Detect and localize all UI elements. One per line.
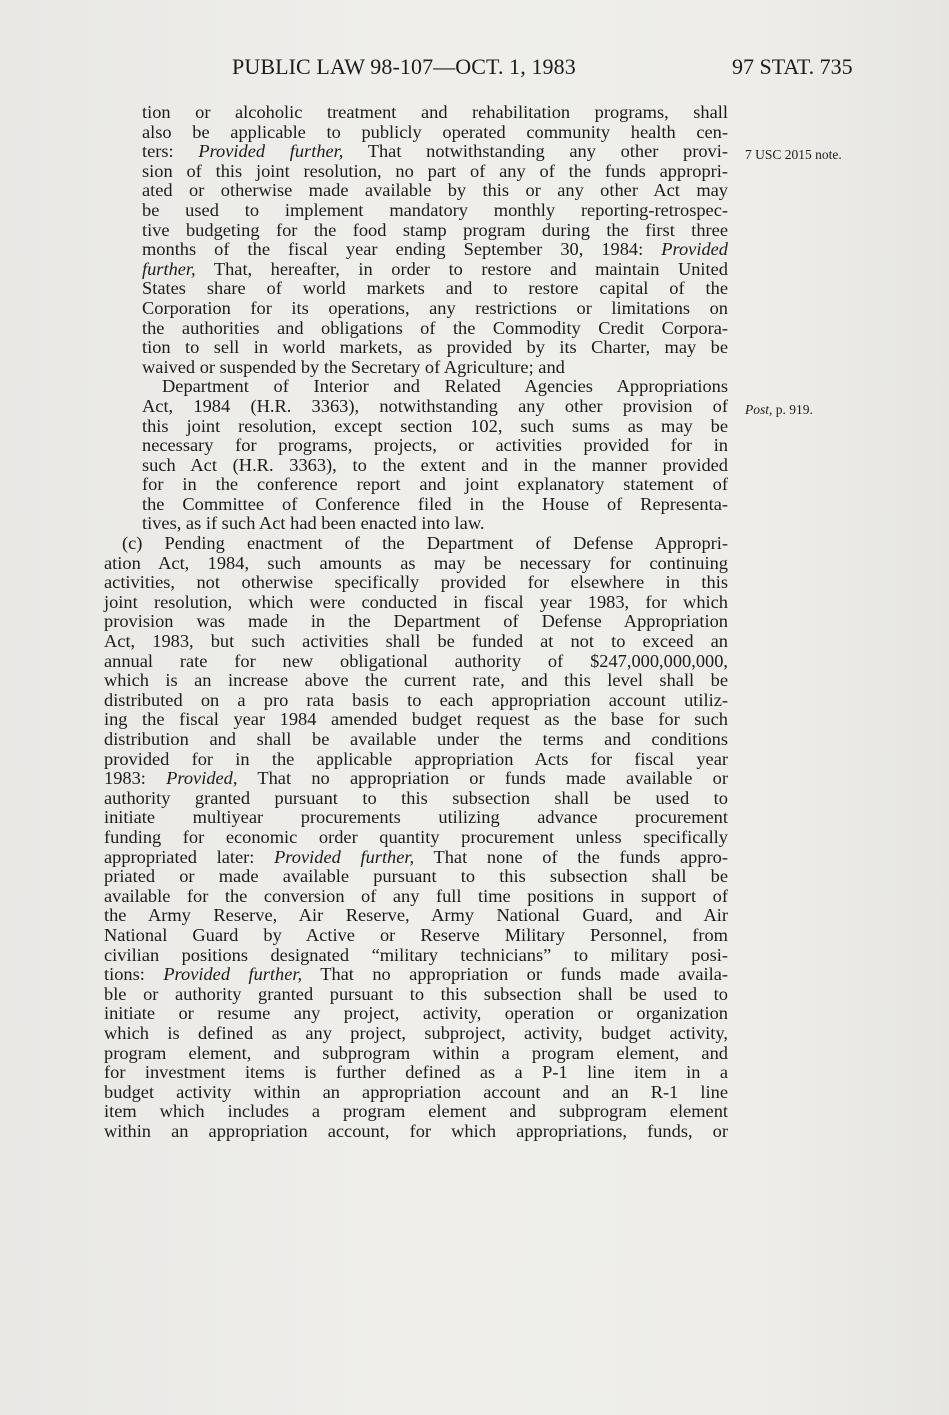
text-run: annual rate for new obligational authority of $247,000,000,000,	[104, 650, 728, 671]
text-run: sion of this joint resolution, no part of any of the funds appropri-	[142, 160, 728, 181]
text-run: distribution and shall be available under the terms and conditions	[104, 729, 728, 749]
text-line	[104, 534, 728, 554]
text-run: the Army Reserve, Air Reserve, Army National Guard, and Air	[104, 905, 728, 926]
text-run: tion or alcoholic treatment and rehabilitation programs, shall	[142, 102, 728, 122]
text-line	[104, 1044, 728, 1064]
text-run: program element, and subprogram within a program element, and	[104, 1042, 728, 1063]
page-title: PUBLIC LAW 98-107—OCT. 1, 1983	[232, 54, 576, 79]
text-run: That none of the funds appro-	[414, 846, 728, 867]
text-line	[104, 495, 728, 515]
text-run: for investment items is further defined as a P-1 line item in a	[104, 1062, 728, 1083]
text-line	[104, 573, 728, 593]
text-line	[104, 514, 728, 534]
text-line	[104, 436, 728, 456]
text-line	[104, 279, 728, 299]
text-line	[104, 906, 728, 926]
text-line	[104, 769, 728, 789]
text-line	[104, 554, 728, 574]
text-line	[104, 181, 728, 201]
text-run: ble or authority granted pursuant to this subsection shall be used to	[104, 983, 728, 1004]
text-line	[104, 1102, 728, 1122]
text-line	[104, 632, 728, 652]
text-line	[104, 593, 728, 613]
text-run: be used to implement mandatory monthly reporting-retrospec-	[142, 199, 728, 220]
text-line	[104, 338, 728, 358]
text-line	[104, 417, 728, 437]
text-run: also be applicable to publicly operated community health cen-	[142, 121, 728, 142]
margin-note-post-text: Post, p. 919.	[745, 402, 813, 417]
text-line	[104, 710, 728, 730]
text-run: tions:	[104, 964, 164, 985]
text-line	[104, 789, 728, 809]
text-run: National Guard by Active or Reserve Military Personnel, from	[104, 924, 728, 945]
text-line	[104, 162, 728, 182]
italic-phrase: Provided further,	[198, 141, 344, 162]
text-run: budget activity within an appropriation account and an R-1 line	[104, 1081, 728, 1102]
text-line	[104, 299, 728, 319]
text-line	[104, 926, 728, 946]
text-run: for in the conference report and joint explanatory statement of	[142, 474, 728, 495]
text-run: activities, not otherwise specifically provided for elsewhere in this	[104, 572, 728, 593]
text-run: the Committee of Conference filed in the House of Representa-	[142, 493, 728, 514]
text-run: provision was made in the Department of Defense Appropriation	[104, 611, 728, 632]
text-run: (c) Pending enactment of the Department of Defense Appropri-	[122, 533, 728, 554]
text-line	[104, 221, 728, 241]
text-run: appropriated later:	[104, 846, 275, 867]
text-line	[104, 358, 728, 378]
text-run: distributed on a pro rata basis to each appropriation account utiliz-	[104, 689, 728, 710]
text-line	[104, 946, 728, 966]
statute-page-number: 97 STAT. 735	[732, 54, 853, 79]
text-run: priated or made available pursuant to this subsection shall be	[104, 866, 728, 887]
text-line	[104, 260, 728, 280]
text-line	[104, 652, 728, 672]
text-run: authority granted pursuant to this subsection shall be used to	[104, 787, 728, 808]
text-run: Corporation for its operations, any restrictions or limitations on	[142, 297, 728, 318]
text-run: That notwithstanding any other provi-	[343, 141, 728, 162]
text-run: initiate or resume any project, activity, operation or organization	[104, 1003, 728, 1024]
text-line	[104, 1004, 728, 1024]
text-line	[104, 397, 728, 417]
text-run: joint resolution, which were conducted in fiscal year 1983, for which	[104, 591, 728, 612]
text-run: Department of Interior and Related Agencies Appropriations	[162, 376, 728, 397]
italic-phrase: further,	[142, 258, 196, 279]
text-run: That, hereafter, in order to restore and maintain United	[195, 258, 728, 279]
text-run: Act, 1984 (H.R. 3363), notwithstanding any other provision of	[142, 395, 728, 416]
text-run: 1983:	[104, 768, 167, 789]
page-header	[0, 54, 949, 84]
text-run: ated or otherwise made available by this or any other Act may	[142, 180, 728, 201]
italic-phrase: Provided further,	[274, 846, 415, 867]
text-line	[104, 319, 728, 339]
text-line	[104, 103, 728, 123]
text-run: That no appropriation or funds made availa-	[302, 964, 728, 985]
text-run: months of the fiscal year ending September 30, 1984:	[142, 239, 662, 260]
text-line	[104, 750, 728, 770]
text-line	[104, 142, 728, 162]
text-line	[104, 965, 728, 985]
italic-phrase: Provided,	[166, 768, 238, 789]
text-line	[104, 201, 728, 221]
text-run: available for the conversion of any full time positions in support of	[104, 885, 728, 906]
margin-note-post	[745, 402, 813, 418]
text-run: the authorities and obligations of the Commodity Credit Corpora-	[142, 317, 728, 338]
text-run: item which includes a program element and subprogram element	[104, 1101, 728, 1122]
text-run: Act, 1983, but such activities shall be funded at not to exceed an	[104, 631, 728, 652]
text-line	[104, 828, 728, 848]
text-line	[104, 671, 728, 691]
text-run: provided for in the applicable appropriation Acts for fiscal year	[104, 748, 728, 769]
text-line	[104, 887, 728, 907]
text-line	[104, 730, 728, 750]
text-run: ters:	[142, 141, 199, 162]
text-run: necessary for programs, projects, or activities provided for in	[142, 435, 728, 456]
text-run: funding for economic order quantity procurement unless specifically	[104, 826, 728, 847]
text-line	[104, 240, 728, 260]
text-run: tives, as if such Act had been enacted into law.	[142, 513, 485, 534]
text-run: waived or suspended by the Secretary of Agriculture; and	[142, 356, 565, 377]
text-line	[104, 691, 728, 711]
text-run: States share of world markets and to restore capital of the	[142, 278, 728, 299]
italic-phrase: Provided	[661, 239, 728, 260]
italic-phrase: Provided further,	[163, 964, 303, 985]
text-line	[104, 475, 728, 495]
text-run: That no appropriation or funds made available or	[237, 768, 728, 789]
text-line	[104, 848, 728, 868]
text-line	[104, 1063, 728, 1083]
text-run: this joint resolution, except section 102, such sums as may be	[142, 415, 728, 436]
text-run: within an appropriation account, for which appropriations, funds, or	[104, 1120, 728, 1141]
text-line	[104, 808, 728, 828]
body-text	[104, 103, 728, 1141]
text-line	[104, 1083, 728, 1103]
text-line	[104, 123, 728, 143]
text-run: initiate multiyear procurements utilizing advance procurement	[104, 807, 728, 828]
text-run: which is an increase above the current rate, and this level shall be	[104, 670, 728, 691]
text-run: tion to sell in world markets, as provided by its Charter, may be	[142, 337, 728, 358]
text-run: ing the fiscal year 1984 amended budget request as the base for such	[104, 709, 728, 730]
text-run: civilian positions designated “military technicians” to military posi-	[104, 944, 728, 965]
text-line	[104, 867, 728, 887]
text-run: tive budgeting for the food stamp program during the first three	[142, 219, 728, 240]
text-line	[104, 985, 728, 1005]
text-run: which is defined as any project, subproject, activity, budget activity,	[104, 1022, 728, 1043]
text-line	[104, 456, 728, 476]
text-run: ation Act, 1984, such amounts as may be necessary for continuing	[104, 552, 728, 573]
text-line	[104, 377, 728, 397]
margin-note-usc: 7 USC 2015 note.	[745, 147, 842, 162]
text-line	[104, 612, 728, 632]
text-line	[104, 1122, 728, 1142]
text-line	[104, 1024, 728, 1044]
text-run: such Act (H.R. 3363), to the extent and in the manner provided	[142, 454, 728, 475]
